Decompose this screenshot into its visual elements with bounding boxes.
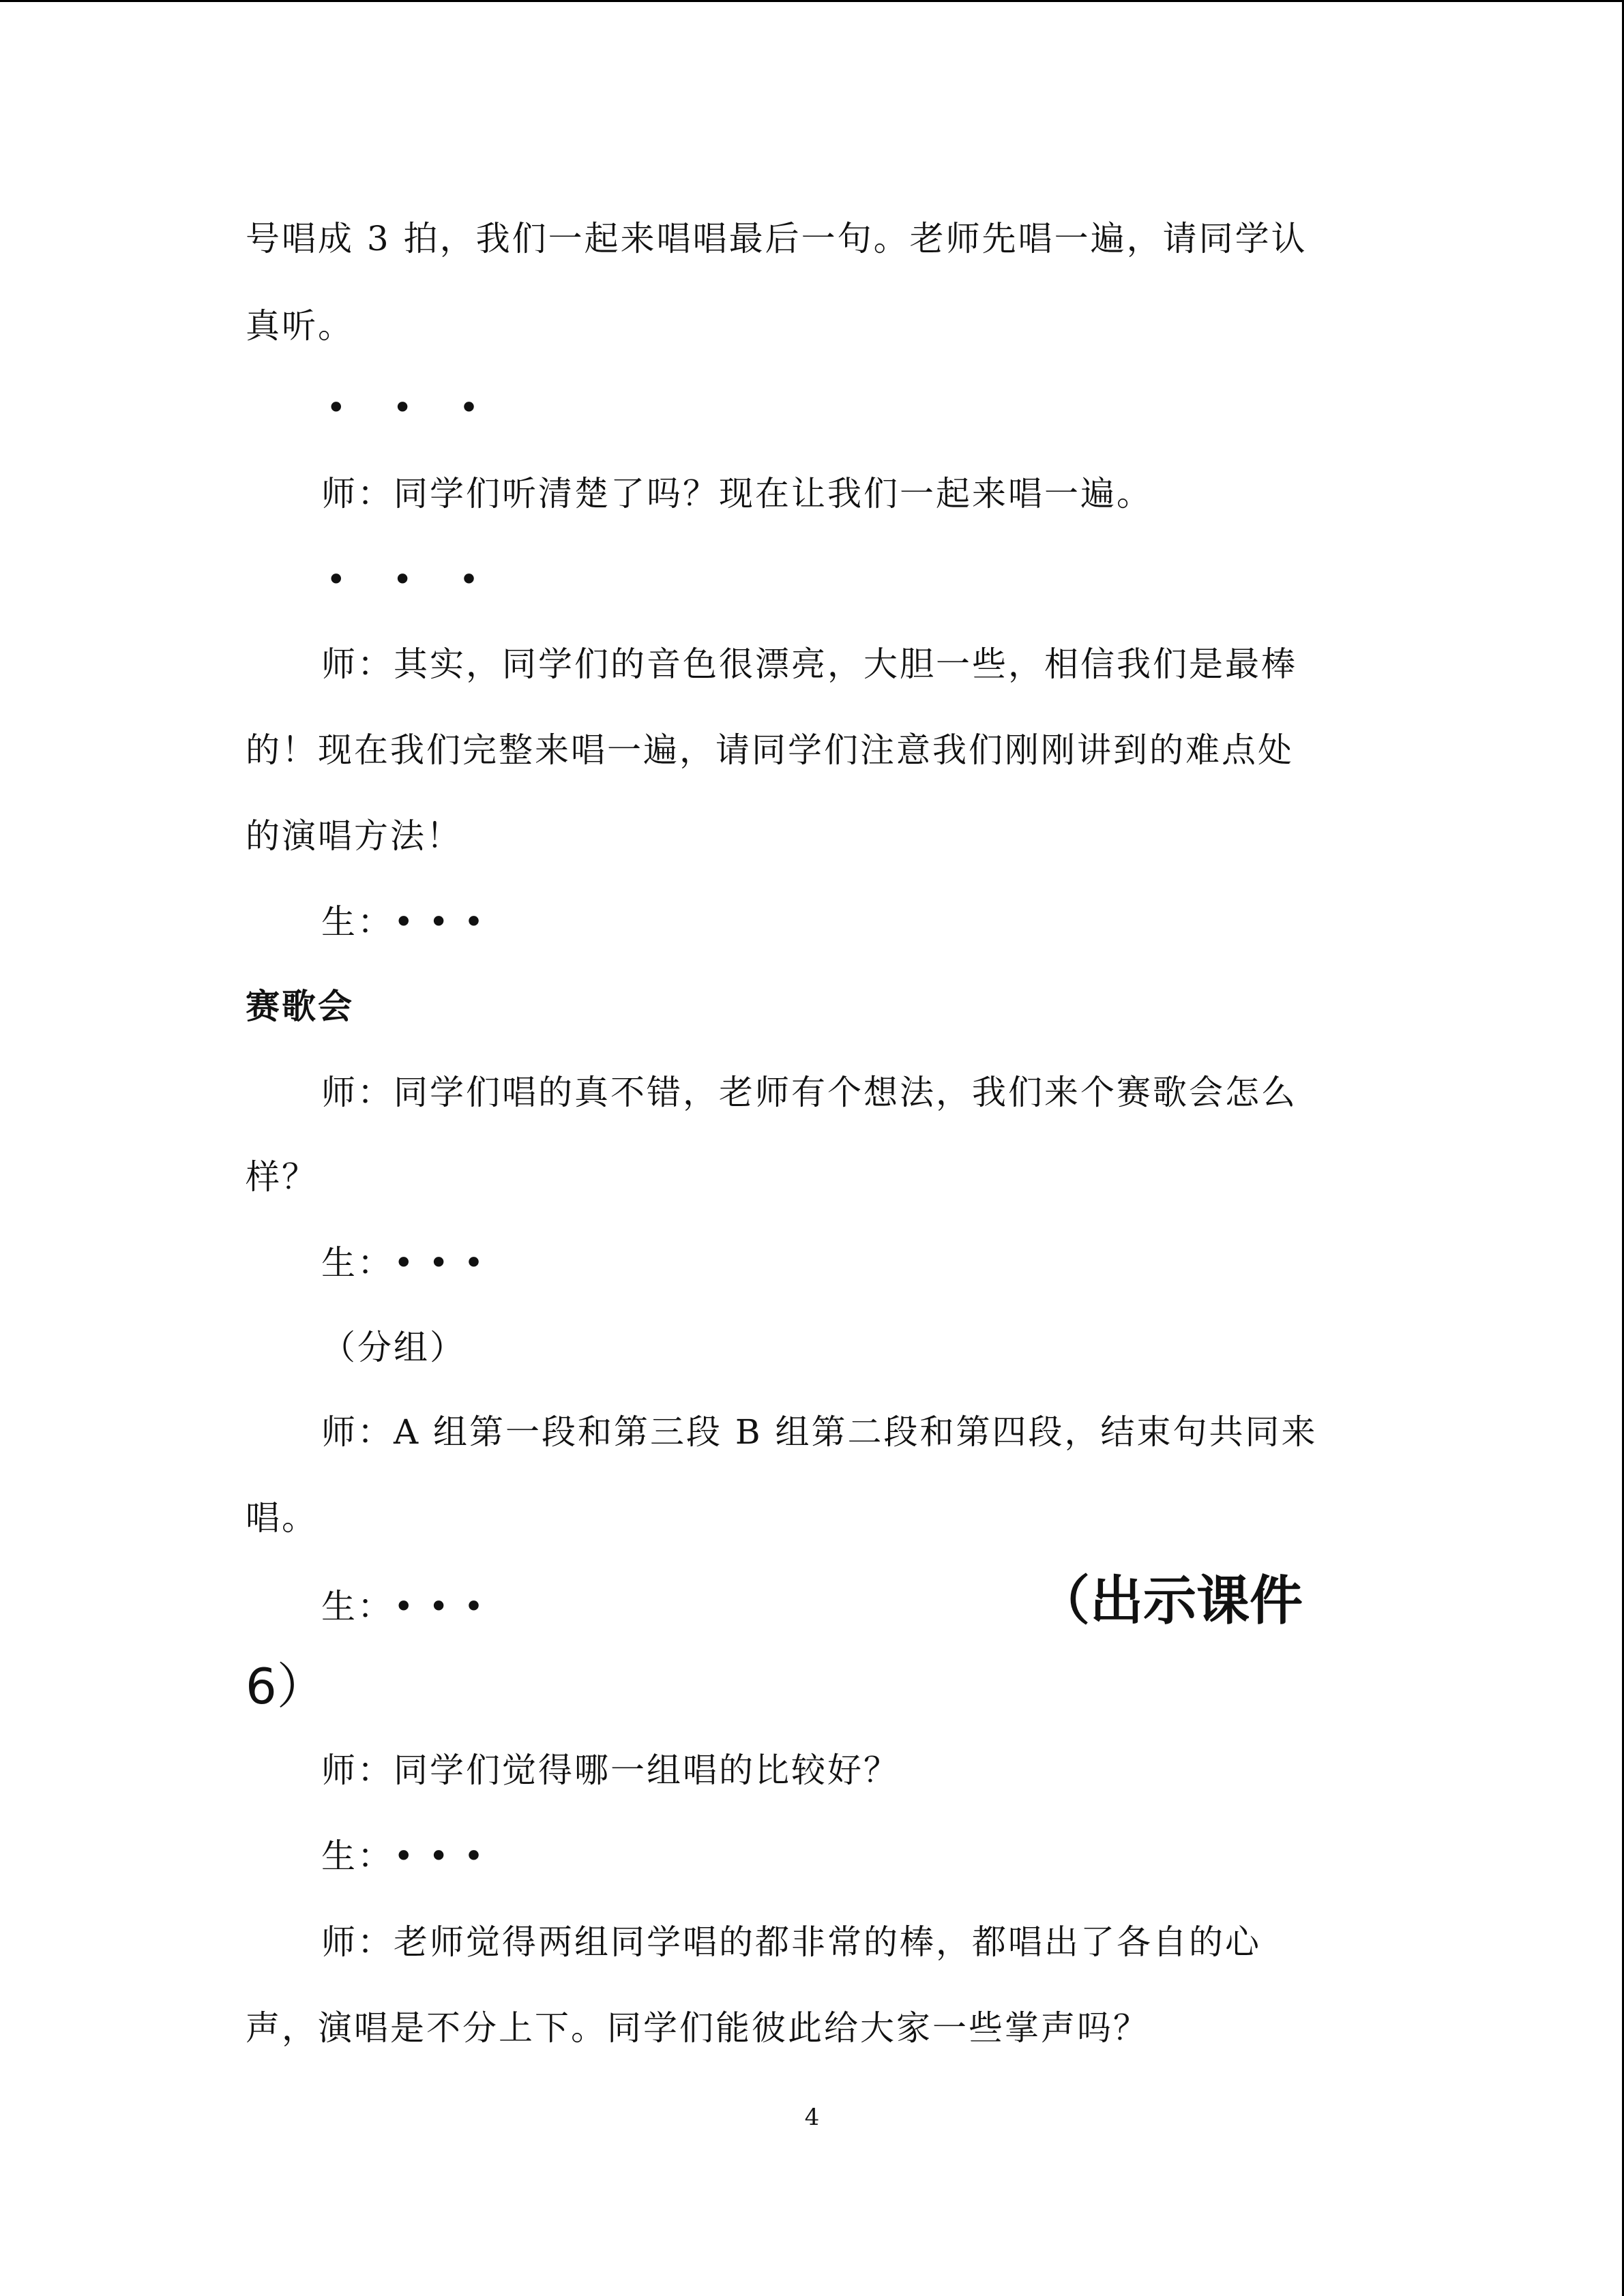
courseware-number: 6） — [246, 1658, 326, 1715]
student-line: 生：• • • — [321, 902, 486, 942]
teacher-line: 师：其实，同学们的音色很漂亮，大胆一些，相信我们是最棒 — [321, 644, 1297, 684]
student-line: 生：• • • — [321, 1243, 486, 1283]
paragraph-line: 真听。 — [246, 306, 354, 346]
student-line: 生：• • • — [321, 1836, 486, 1876]
page-number: 4 — [804, 2104, 820, 2131]
paragraph-line: 样？ — [246, 1157, 318, 1197]
paragraph-line: 的演唱方法！ — [246, 816, 462, 856]
teacher-line: 师：老师觉得两组同学唱的都非常的棒，都唱出了各自的心 — [321, 1922, 1261, 1962]
courseware-note: （出示课件 — [1037, 1570, 1303, 1632]
paragraph-line: 号唱成 3 拍，我们一起来唱唱最后一句。老师先唱一遍，请同学认 — [246, 219, 1308, 258]
grouping-note: （分组） — [321, 1328, 466, 1367]
teacher-line: 师：A 组第一段和第三段 B 组第二段和第四段，结束句共同来 — [321, 1412, 1318, 1452]
ellipsis-dots: • • • — [326, 388, 497, 428]
teacher-line: 师：同学们觉得哪一组唱的比较好？ — [321, 1750, 900, 1790]
teacher-line: 师：同学们唱的真不错，老师有个想法，我们来个赛歌会怎么 — [321, 1073, 1297, 1112]
paragraph-line: 声，演唱是不分上下。同学们能彼此给大家一些掌声吗？ — [246, 2008, 1149, 2048]
section-heading: 赛歌会 — [246, 987, 354, 1026]
paragraph-line: 的！现在我们完整来唱一遍，请同学们注意我们刚刚讲到的难点处 — [246, 730, 1294, 770]
teacher-line: 师：同学们听清楚了吗？现在让我们一起来唱一遍。 — [321, 474, 1153, 513]
ellipsis-dots: • • • — [326, 560, 497, 599]
paragraph-line: 唱。 — [246, 1498, 318, 1538]
student-line: 生：• • • — [321, 1587, 486, 1626]
